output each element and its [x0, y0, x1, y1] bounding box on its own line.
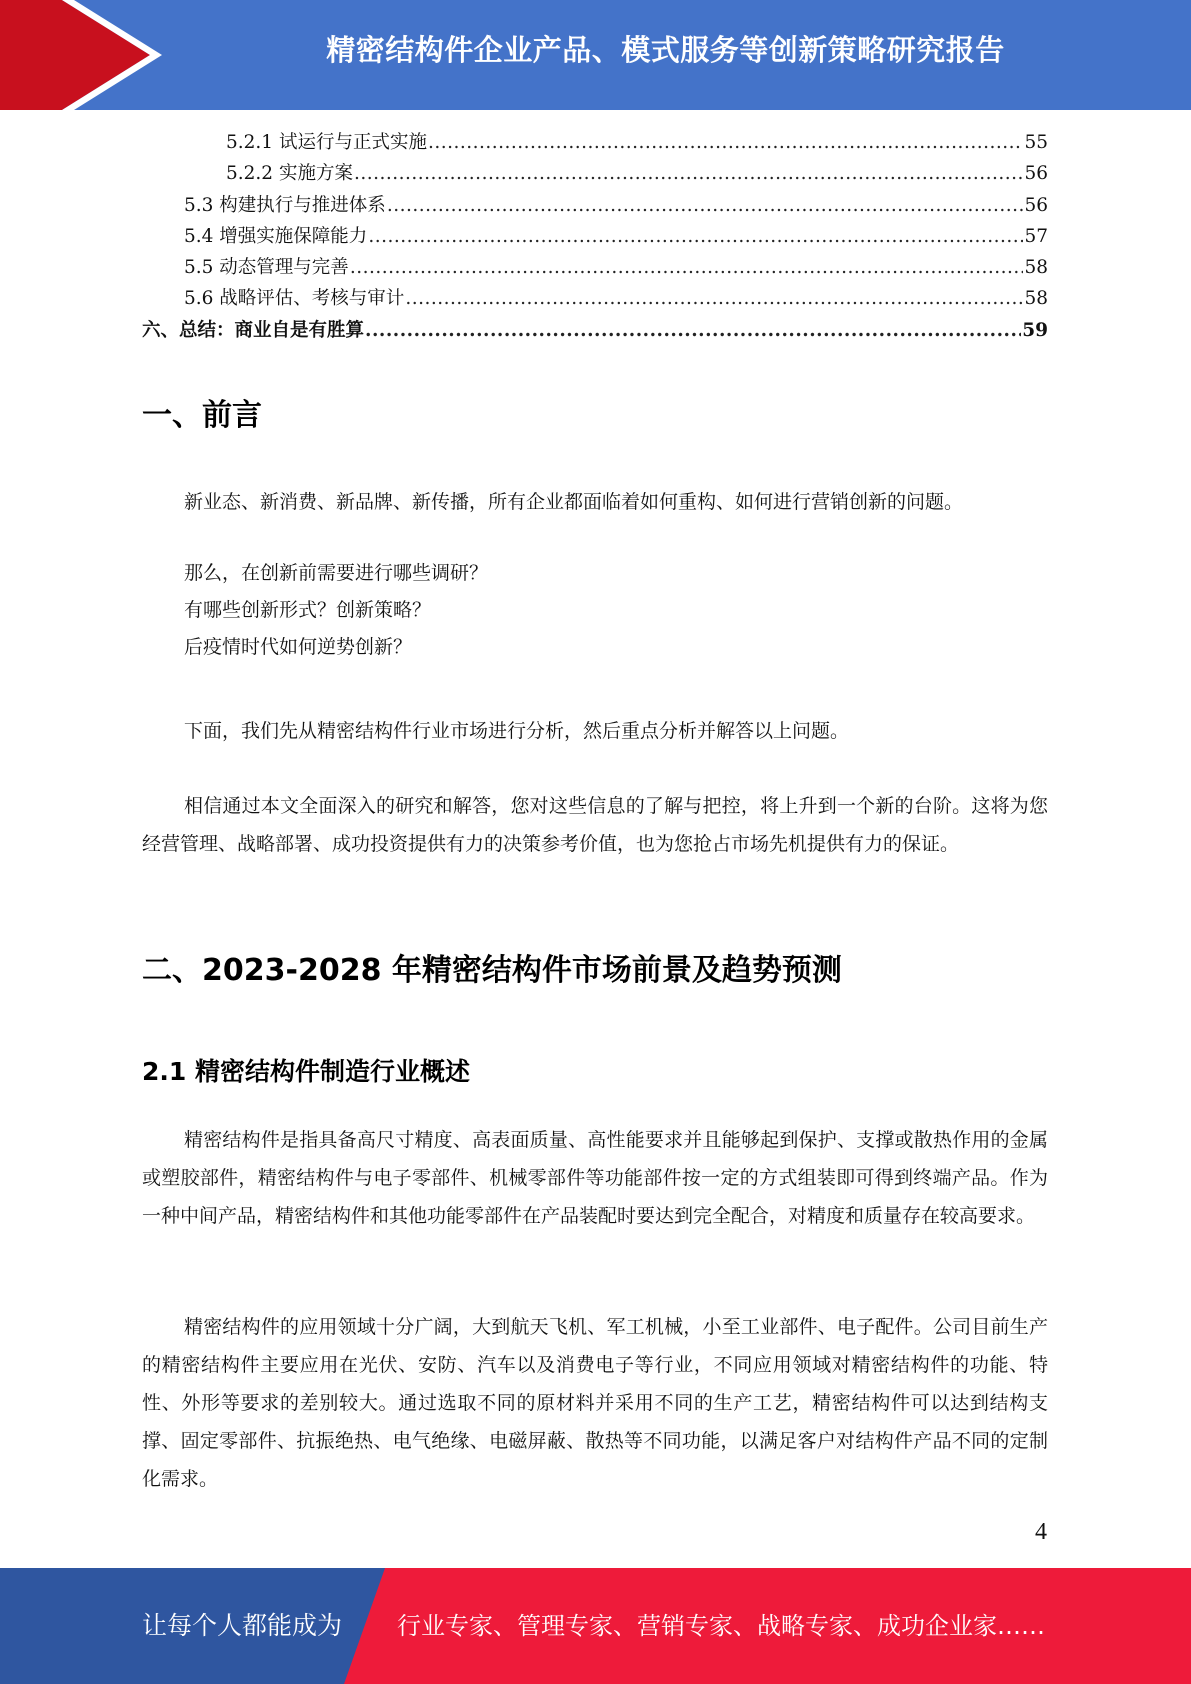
toc-entry[interactable]	[142, 222, 1048, 253]
toc-entry-label: 5.4 增强实施保障能力	[184, 225, 368, 247]
toc-entry-label: 5.3 构建执行与推进体系	[184, 194, 386, 216]
toc-entry-label: 六、总结：商业自是有胜算	[142, 319, 365, 341]
toc-leader-dots	[350, 257, 1024, 278]
page-header	[0, 0, 1191, 110]
question-line: 那么，在创新前需要进行哪些调研？	[184, 562, 489, 584]
toc-entry[interactable]	[142, 128, 1048, 159]
toc-leader-dots	[365, 320, 1021, 341]
toc-entry-page: 55	[1024, 132, 1048, 153]
paragraph: 精密结构件是指具备高尺寸精度、高表面质量、高性能要求并且能够起到保护、支撑或散热作用的金属或塑胶部件，精密结构件与电子零部件、机械零部件等功能部件按一定的方式组装即可得到终端产品。作为一种中间产品，精密结构件和其他功能零部件在产品装配时要达到完全配合，对精度和质量存在较高要求。	[142, 1129, 1048, 1227]
paragraph: 相信通过本文全面深入的研究和解答，您对这些信息的了解与把控，将上升到一个新的台阶。这将为您经营管理、战略部署、成功投资提供有力的决策参考价值，也为您抢占市场先机提供有力的保证。	[142, 795, 1048, 855]
toc-leader-dots	[405, 288, 1023, 309]
toc-entry-page: 56	[1024, 194, 1048, 216]
page-footer	[0, 1568, 1191, 1684]
toc-leader-dots	[428, 132, 1023, 153]
paragraph: 下面，我们先从精密结构件行业市场进行分析，然后重点分析并解答以上问题。	[184, 720, 850, 742]
toc-entry[interactable]	[142, 159, 1048, 190]
toc-entry-page: 59	[1022, 319, 1048, 341]
toc-entry-page: 58	[1024, 257, 1048, 279]
section-heading: 二、2023-2028 年精密结构件市场前景及趋势预测	[142, 953, 842, 988]
paragraph: 精密结构件的应用领域十分广阔，大到航天飞机、军工机械，小至工业部件、电子配件。公司目前生产的精密结构件主要应用在光伏、安防、汽车以及消费电子等行业，不同应用领域对精密结构件的功能、特性、外形等要求的差别较大。通过选取不同的原材料并采用不同的生产工艺，精密结构件可以达到结构支撑、固定零部件、抗振绝热、电气绝缘、电磁屏蔽、散热等不同功能，以满足客户对结构件产品不同的定制化需求。	[142, 1316, 1048, 1490]
toc-entry-label: 5.5 动态管理与完善	[184, 257, 349, 279]
toc-entry-label: 5.2.1 试运行与正式实施	[226, 132, 427, 153]
toc-leader-dots	[387, 195, 1024, 216]
section-heading: 一、前言	[142, 398, 262, 433]
footer-slogan-left: 让每个人都能成为	[142, 1611, 343, 1640]
page-number: 4	[1035, 1519, 1047, 1545]
toc-leader-dots	[354, 163, 1024, 184]
toc-entry[interactable]	[142, 284, 1048, 315]
table-of-contents	[142, 128, 1048, 347]
toc-entry-page: 56	[1024, 163, 1048, 185]
toc-leader-dots	[368, 226, 1023, 247]
toc-entry-label: 5.2.2 实施方案	[226, 163, 353, 185]
subsection-heading: 2.1 精密结构件制造行业概述	[142, 1057, 470, 1086]
paragraph: 新业态、新消费、新品牌、新传播，所有企业都面临着如何重构、如何进行营销创新的问题。	[184, 491, 964, 513]
toc-entry[interactable]	[142, 191, 1048, 222]
footer-slogan-right: 行业专家、管理专家、营销专家、战略专家、成功企业家……	[397, 1612, 1045, 1640]
toc-entry-label: 5.6 战略评估、考核与审计	[184, 288, 405, 310]
toc-entry-page: 57	[1024, 225, 1048, 247]
toc-entry-page: 58	[1024, 288, 1048, 310]
header-arrow-decoration	[0, 0, 220, 110]
question-line: 有哪些创新形式？创新策略？	[184, 599, 432, 621]
toc-entry[interactable]	[142, 253, 1048, 284]
toc-entry[interactable]	[142, 316, 1048, 347]
header-title: 精密结构件企业产品、模式服务等创新策略研究报告	[326, 33, 1005, 67]
question-line: 后疫情时代如何逆势创新？	[184, 636, 413, 658]
